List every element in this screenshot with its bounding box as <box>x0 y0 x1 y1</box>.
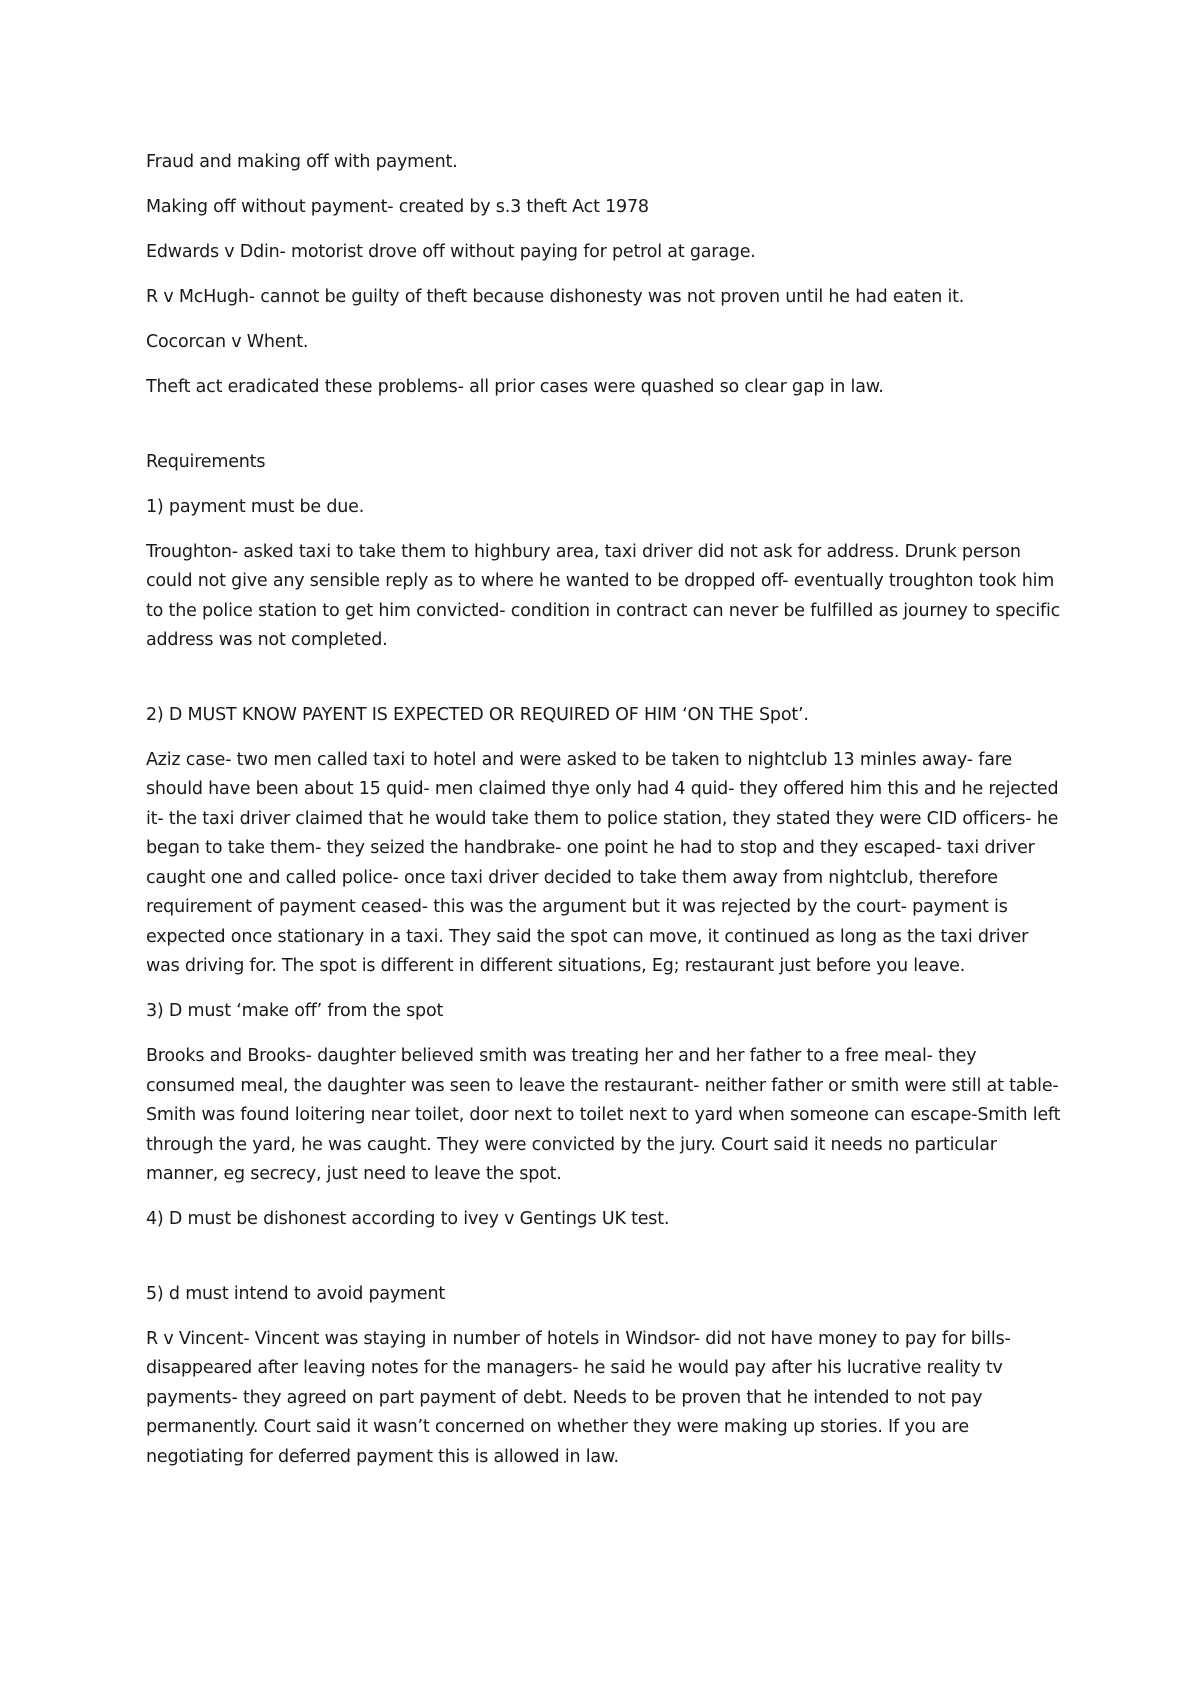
requirement-1: 1) payment must be due. <box>146 496 365 517</box>
requirement-4: 4) D must be dishonest according to ivey v Gentings UK test. <box>146 1209 670 1229</box>
paragraph-troughton: Troughton- asked taxi to take them to highbury area, taxi driver did not ask for address. Drunk person could not give any sensible reply as to where he wanted to be dropped off- eventually troughton took him to the police station to get him convicted- condition in contract can never be fulfilled as journey to specific address was not completed. <box>146 541 1061 650</box>
requirement-3: 3) D must ‘make off’ from the spot <box>146 1001 444 1021</box>
paragraph-aziz-case: Aziz case- two men called taxi to hotel and were asked to be taken to nightclub 13 minles away- fare should have been about 15 quid- men claimed thye only had 4 quid- they offered him this and he rejected it- the taxi driver claimed that he would take them to police station, they stated they were CID officers- he began to take them- they seized the handbrake- one point he had to stop and they escaped- taxi driver caught one and called police- once taxi driver decided to take them away from nightclub, therefore requirement of payment ceased- this was the argument but it was rejected by the court- payment is expected once stationary in a taxi. They said the spot can move, it continued as long as the taxi driver was driving for. The spot is different in different situations, Eg; restaurant just before you leave. <box>146 749 1059 976</box>
requirement-5: 5) d must intend to avoid payment <box>146 1283 446 1304</box>
requirement-2: 2) D MUST KNOW PAYENT IS EXPECTED OR REQUIRED OF HIM ‘ON THE Spot’. <box>146 704 809 725</box>
paragraph-r-v-vincent: R v Vincent- Vincent was staying in number of hotels in Windsor- did not have money to pay for bills- disappeared after leaving notes for the managers- he said he would pay after his lucrative reality tv payments- they agreed on part payment of debt. Needs to be proven that he intended to not pay permanently. Court said it wasn’t concerned on whether they were making up stories. If you are negotiating for deferred payment this is allowed in law. <box>146 1328 1011 1467</box>
paragraph-theft-act: Theft act eradicated these problems- all prior cases were quashed so clear gap in law. <box>146 377 884 397</box>
paragraph-making-off-definition: Making off without payment- created by s.3 theft Act 1978 <box>146 197 649 217</box>
paragraph-r-v-mchugh: R v McHugh- cannot be guilty of theft because dishonesty was not proven until he had eaten it. <box>146 287 965 307</box>
paragraph-edwards-v-ddin: Edwards v Ddin- motorist drove off without paying for petrol at garage. <box>146 242 756 262</box>
paragraph-cocorcan-v-whent: Cocorcan v Whent. <box>146 332 309 352</box>
heading-requirements: Requirements <box>146 451 266 472</box>
document-body <box>146 148 1066 1488</box>
paragraph-brooks-and-brooks: Brooks and Brooks- daughter believed smith was treating her and her father to a free meal- they consumed meal, the daughter was seen to leave the restaurant- neither father or smith were still at table- Smith was found loitering near toilet, door next to toilet next to yard when someone can escape-Smith left through the yard, he was caught. They were convicted by the jury. Court said it needs no particular manner, eg secrecy, just need to leave the spot. <box>146 1046 1061 1184</box>
document-title: Fraud and making off with payment. <box>146 152 458 172</box>
